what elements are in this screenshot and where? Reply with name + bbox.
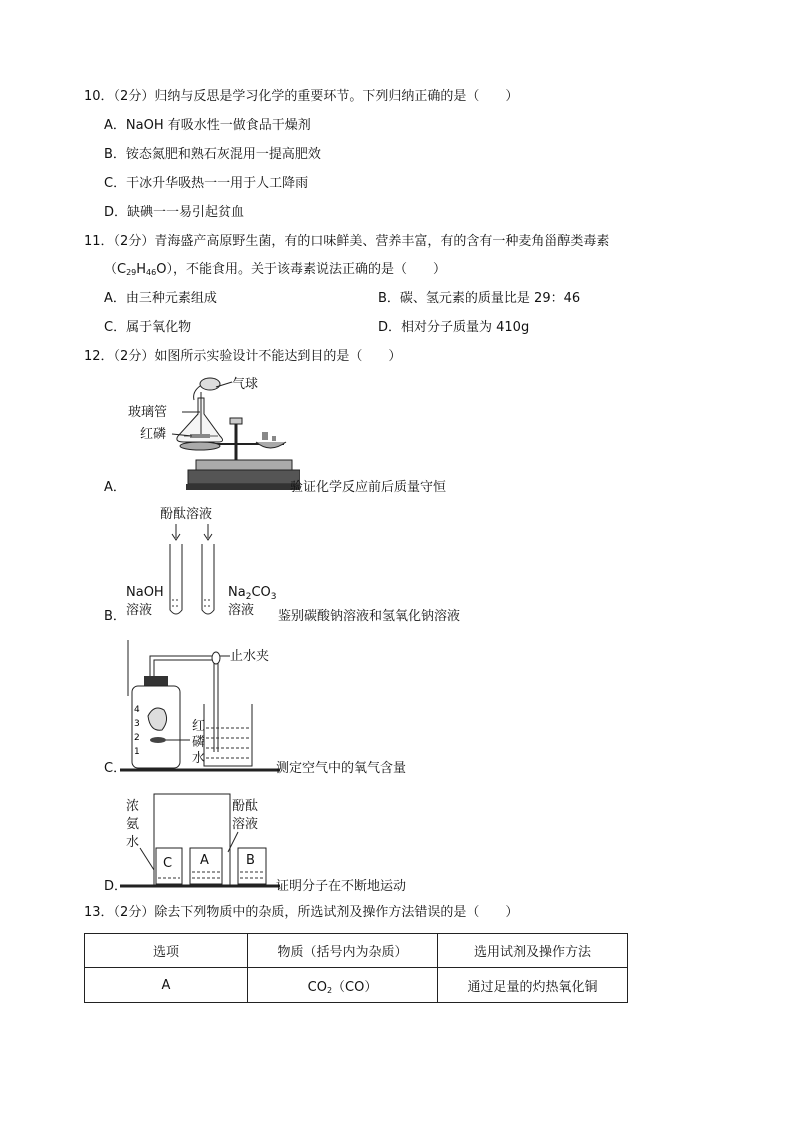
q12-option-b-caption: 鉴别碳酸钠溶液和氢氧化钠溶液 [278,609,461,624]
q10-option-c[interactable]: C．干冰升华吸热一一用于人工降雨 [104,176,309,191]
mark-2: 2 [134,733,140,743]
q13-table [84,933,628,1003]
label-na2co3: $Na_2CO_3$ [228,585,277,602]
label-ammonia: 氨 [126,817,140,832]
formula-h: H [136,262,147,277]
table-row [85,968,628,1003]
figure-b-test-tubes [120,502,290,626]
label-water: 水 [192,751,206,766]
q11-option-b[interactable]: B．碳、氢元素的质量比是 29：46 [378,291,581,306]
header-substance: 物质（括号内为杂质） [248,934,438,968]
formula-close: O） [156,262,173,277]
q12-option-a-caption: 验证化学反应前后质量守恒 [290,480,447,495]
mark-4: 4 [134,705,140,715]
q10-option-b[interactable]: B．铵态氮肥和熟石灰混用一提高肥效 [104,147,321,162]
q11-option-d[interactable]: D．相对分子质量为 410g [378,320,530,335]
mark-1: 1 [134,747,140,757]
q10-option-d[interactable]: D．缺碘一一易引起贫血 [104,205,245,220]
header-option: 选项 [85,934,248,968]
figure-d-beakers [120,790,280,890]
cell-substance: $CO_2(CO)$ [248,968,438,1003]
label-phenol-1: 酚酞 [232,799,259,814]
q11-option-a[interactable]: A．由三种元素组成 [104,291,217,306]
label-naoh: NaOH [126,585,164,600]
label-red: 红 [192,719,206,734]
label-naoh-solution: 溶液 [126,603,153,618]
beaker-a-label: A [200,853,209,868]
label-phosphorus: 磷 [192,735,206,750]
q12-option-c-caption: 测定空气中的氧气含量 [276,761,407,776]
q13-stem: 13．（2分）除去下列物质中的杂质，所选试剂及操作方法错误的是（ ） [84,905,519,920]
beaker-b-label: B [246,853,255,868]
q11-stem-formula [104,262,446,281]
label-glass-tube: 玻璃管 [128,405,168,420]
cell-method: 通过足量的灼热氧化铜 [438,968,628,1003]
table-header-row [85,934,628,968]
q10-stem: 10．（2分）归纳与反思是学习化学的重要环节。下列归纳正确的是（ ） [84,89,519,104]
label-phenolphthalein: 酚酞溶液 [160,507,213,522]
q11-stem-tail: ，不能食用。关于该毒素说法正确的是（ ） [172,262,446,277]
label-na2co3-solution: 溶液 [228,603,255,618]
cell-option: A [85,968,248,1003]
q11-option-c[interactable]: C．属于氧化物 [104,320,192,335]
figure-c-oxygen-setup [120,636,280,772]
q12-option-c-letter[interactable]: C． [104,761,127,776]
q12-option-a-letter[interactable]: A． [104,480,126,495]
label-clamp: 止水夹 [230,649,270,664]
label-concentrated: 浓 [126,799,140,814]
mark-3: 3 [134,719,140,729]
label-phenol-2: 溶液 [232,817,259,832]
figure-a-balance [120,374,300,498]
header-method: 选用试剂及操作方法 [438,934,628,968]
label-balloon: 气球 [232,377,259,392]
beaker-c-label: C [163,856,173,871]
label-red-phosphorus: 红磷 [140,427,167,442]
formula-open: （C [104,262,127,277]
formula-h-sub: 46 [146,268,157,277]
q12-option-d-letter[interactable]: D． [104,879,128,894]
q10-option-a[interactable]: A．NaOH 有吸水性一做食品干燥剂 [104,118,311,133]
q12-stem: 12．（2分）如图所示实验设计不能达到目的是（ ） [84,349,402,364]
label-water-d: 水 [126,835,140,850]
q11-stem: 11．（2分）青海盛产高原野生菌，有的口味鲜美、营养丰富，有的含有一种麦角甾醇类毒素 [84,234,610,249]
q12-option-b-letter[interactable]: B． [104,609,126,624]
formula-c-sub: 29 [126,268,137,277]
q12-option-d-caption: 证明分子在不断地运动 [276,879,407,894]
